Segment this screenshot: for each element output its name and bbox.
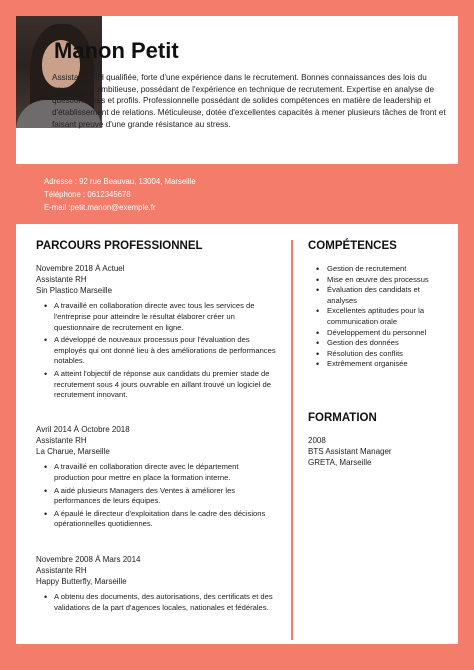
job-company: La Charue, Marseille — [36, 446, 110, 456]
skill-item: • Extrêmement organisée — [316, 359, 451, 370]
job-bullet: • A épaulé le directeur d'exploitation dans le cadre des décisions opérationnelles quotidiennes. — [44, 509, 276, 530]
skills-list — [316, 264, 451, 370]
job-dates: Novembre 2008 À Mars 2014 — [36, 555, 141, 564]
contact-address: Adresse : 92 rue Beauvau, 13004, Marseille — [44, 177, 196, 186]
job-entry — [36, 425, 276, 532]
education-entry — [308, 436, 448, 468]
job-entry — [36, 264, 276, 403]
profile-summary: Assistante RH qualifiée, forte d'une expérience dans le recrutement. Bonnes connaissances des lois du travail. Très ambitieuse, possédant de l'expérience en technique de recrutement. Expertise en analyse de questionnaires et profils. Professionnelle possédant de solides compétences en matière de leadership et d'établissement de relations. Méticuleuse, dotée d'excellentes capacités à mener plusieurs tâches de front et faisant preuve d'une grande résistance au stress. — [52, 73, 446, 129]
experience-title: PARCOURS PROFESSIONNEL — [36, 240, 203, 252]
job-bullet: • A travaillé en collaboration directe avec le département production pour mettre en place la formation interne. — [44, 462, 276, 483]
candidate-name: Manon Petit — [54, 38, 179, 63]
job-bullet: • A atteint l'objectif de réponse aux candidats du premier stade de recrutement sous 4 jours ouvrable en aillant trouvé un logiciel de recrutement innovant. — [44, 369, 276, 401]
contact-email[interactable]: E-mail :petit.manon@exemple.fr — [44, 203, 156, 212]
education-year: 2008 — [308, 436, 326, 445]
education-title: FORMATION — [308, 412, 377, 424]
job-dates: Novembre 2018 À Actuel — [36, 264, 125, 273]
job-dates: Avril 2014 À Octobre 2018 — [36, 425, 130, 434]
resume-body — [16, 224, 458, 644]
skill-item: • Gestion des données — [316, 338, 451, 349]
job-role: Assistante RH — [36, 565, 87, 575]
job-company: Sin Plastico Marseille — [36, 285, 113, 295]
job-company: Happy Butterfly, Marseille — [36, 576, 127, 586]
resume-header — [16, 16, 458, 164]
skill-item: • Gestion de recrutement — [316, 264, 451, 275]
job-bullet: • A travaillé en collaboration directe avec tous les services de l'entreprise pour atteindre le résultat élaborer créer un questionnaire de recrutement en ligne. — [44, 301, 276, 333]
job-role: Assistante RH — [36, 435, 87, 445]
job-role: Assistante RH — [36, 274, 87, 284]
skills-title: COMPÉTENCES — [308, 240, 397, 252]
job-bullets — [36, 462, 276, 530]
skill-item: • Mise en œuvre des processus — [316, 275, 451, 286]
job-bullets — [36, 592, 276, 613]
column-divider — [291, 240, 293, 640]
skill-item: • Résolution des conflits — [316, 349, 451, 360]
skill-item: • Excellentes aptitudes pour la communication orale — [316, 306, 451, 327]
job-entry — [36, 555, 276, 616]
education-school: GRETA, Marseille — [308, 457, 372, 467]
job-bullet: • A aidé plusieurs Managers des Ventes à améliorer les performances de leurs équipes. — [44, 486, 276, 507]
job-bullet: • A obtenu des documents, des autorisations, des certificats et des validations de la part d'agences locales, nationales et fédérales. — [44, 592, 276, 613]
contact-block — [16, 168, 458, 220]
skill-item: • Développement du personnel — [316, 328, 451, 339]
job-bullet: • A développé de nouveaux processus pour l'évaluation des employés qui ont donné lieu à des améliorations de performances notables. — [44, 335, 276, 367]
education-degree: BTS Assistant Manager — [308, 446, 392, 456]
contact-phone: Téléphone : 0612345678 — [44, 190, 131, 199]
skill-item: • Évaluation des candidats et analyses — [316, 285, 451, 306]
job-bullets — [36, 301, 276, 400]
